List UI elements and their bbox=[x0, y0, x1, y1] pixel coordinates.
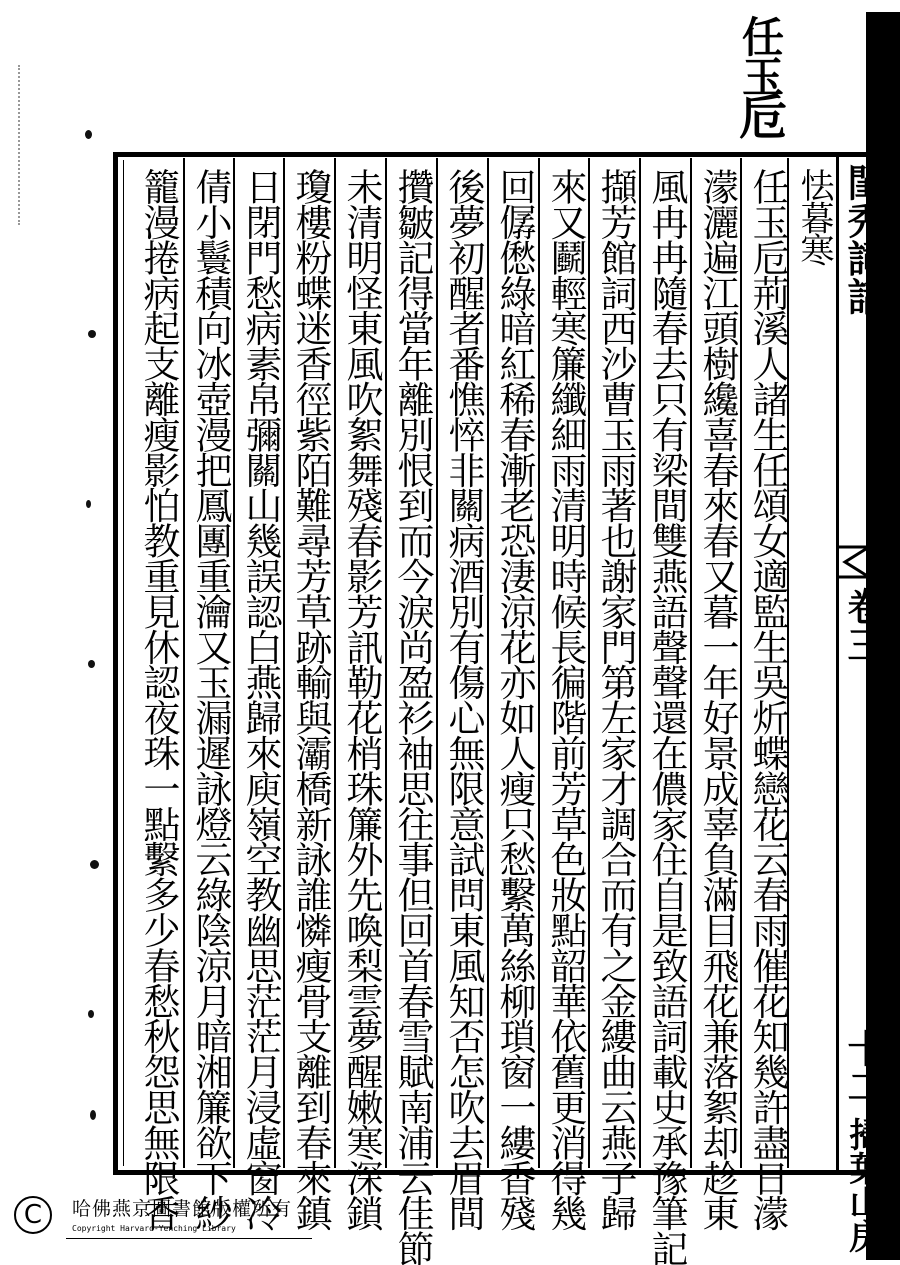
book-title: 閨秀詞話 bbox=[841, 163, 886, 315]
scan-margin-marks bbox=[18, 65, 34, 225]
annotation-char: 卮 bbox=[738, 90, 787, 146]
volume-label: 卷三 bbox=[841, 587, 886, 663]
text-column-9: 攢皺記得當年離別恨到而今淚尚盈衫袖思往事但回首春雪賦南浦云佳節 bbox=[391, 168, 434, 1265]
annotation-char: 玉 bbox=[741, 53, 784, 102]
text-column-5: 擷芳館詞西沙曹玉雨著也謝家門第左家才調合而有之金縷曲云燕子歸 bbox=[594, 168, 637, 1231]
footer-rule bbox=[66, 1238, 312, 1239]
scan-dot bbox=[88, 330, 96, 338]
scan-dot bbox=[88, 1010, 94, 1018]
text-column-7: 回僝僽綠暗紅稀春漸老恐淒涼花亦如人瘦只愁繫萬絲柳瑣窗一縷香殘 bbox=[493, 168, 536, 1231]
copyright-footer bbox=[0, 1188, 312, 1248]
frame-inner-line bbox=[123, 160, 124, 1166]
publisher-label: 掃葉山房 bbox=[843, 1117, 883, 1253]
text-column-3: 濛灑遍江頭樹纔喜春來春又暮一年好景成辜負滿目飛花兼落絮却趁東 bbox=[696, 168, 739, 1231]
fishtail-mark bbox=[839, 545, 869, 579]
scan-dot bbox=[88, 660, 95, 668]
scan-dot bbox=[86, 500, 91, 508]
page-number: 十二 bbox=[841, 1029, 886, 1105]
text-column-14: 籠漫捲病起支離瘦影怕教重見休認夜珠一點繫多少春愁秋怨思無限香 bbox=[137, 168, 180, 1231]
copyright-icon: C bbox=[14, 1196, 52, 1234]
text-column-8: 後夢初醒者番憔悴非關病酒別有傷心無限意試問東風知否怎吹去眉間 bbox=[442, 168, 485, 1231]
text-column-13: 倩小鬟積向冰壺漫把鳳團重瀹又玉漏遲詠燈云綠陰涼月暗湘簾欲下紗 bbox=[189, 168, 232, 1231]
text-column-1: 怯暮寒 bbox=[794, 168, 834, 266]
banner-column bbox=[836, 157, 886, 1253]
text-column-10: 未清明怪東風吹絮舞殘春影芳訊勒花梢珠簾外先喚梨雲夢醒嫩寒深鎖 bbox=[340, 168, 383, 1231]
text-column-4: 風冉冉隨春去只有梁間雙燕語聲聲還在儂家住自是致語詞載史承豫筆記 bbox=[645, 168, 688, 1265]
handwritten-annotation bbox=[733, 13, 793, 146]
annotation-char: 任 bbox=[741, 13, 784, 62]
text-column-6: 來又鬬輕寒簾纖細雨清明時候長徧階前芳草色妝點韶華依舊更消得幾 bbox=[544, 168, 587, 1231]
scan-dot bbox=[85, 130, 92, 139]
copyright-english: Copyright Harvard-Yenching Library bbox=[72, 1224, 236, 1233]
scan-dot bbox=[90, 1110, 96, 1120]
scan-dot bbox=[90, 860, 99, 869]
text-column-2: 任玉卮荊溪人諸生任頌女適監生吳炘蝶戀花云春雨催花知幾許盡日濛 bbox=[746, 168, 789, 1231]
copyright-chinese: 哈佛燕京圖書館版權所有 bbox=[72, 1198, 293, 1220]
text-column-12: 日閉門愁病素帛彌關山幾誤認白燕歸來庾嶺空教幽思茫茫月浸虛窗冷 bbox=[239, 168, 282, 1231]
text-column-11: 瓊樓粉蝶迷香徑紫陌難尋芳草跡輸與灞橋新詠誰憐瘦骨支離到春來鎮 bbox=[289, 168, 332, 1231]
